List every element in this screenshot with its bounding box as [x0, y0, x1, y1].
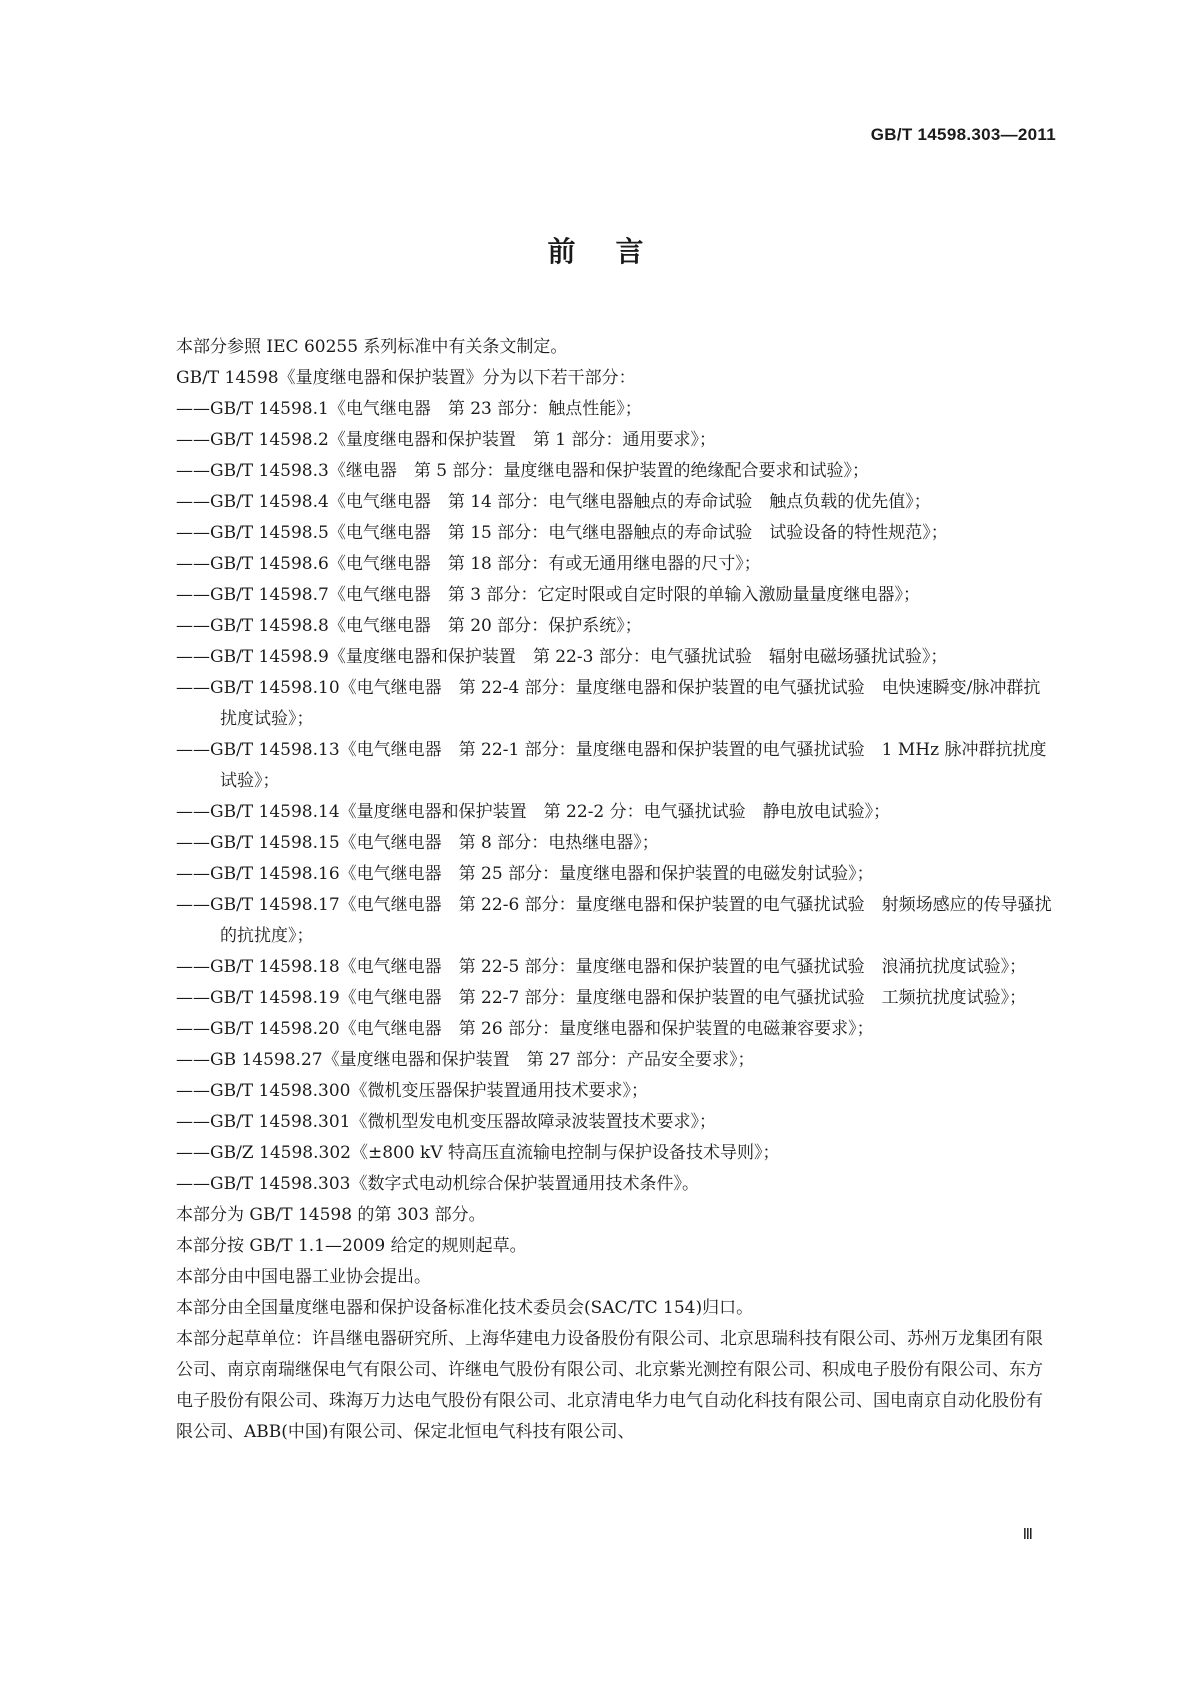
list-item: ——GB/T 14598.1《电气继电器 第 23 部分：触点性能》；	[176, 399, 642, 419]
list-item: ——GB/T 14598.301《微机型发电机变压器故障录波装置技术要求》；	[176, 1112, 716, 1132]
closing-paragraph: 本部分按 GB/T 1.1—2009 给定的规则起草。	[176, 1236, 527, 1256]
list-item: ——GB/T 14598.3《继电器 第 5 部分：量度继电器和保护装置的绝缘配合要求和试验》；	[176, 461, 869, 481]
parts-list	[176, 394, 1056, 1200]
closing-paragraph: 本部分由全国量度继电器和保护设备标准化技术委员会(SAC/TC 154)归口。	[176, 1298, 754, 1318]
list-item: ——GB/T 14598.8《电气继电器 第 20 部分：保护系统》；	[176, 616, 642, 636]
list-item: ——GB/T 14598.13《电气继电器 第 22-1 部分：量度继电器和保护装置的电气骚扰试验 1 MHz 脉冲群抗扰度试验》；	[176, 740, 1047, 791]
list-item: ——GB/T 14598.9《量度继电器和保护装置 第 22-3 部分：电气骚扰试验 辐射电磁场骚扰试验》；	[176, 647, 948, 667]
list-item: ——GB/T 14598.10《电气继电器 第 22-4 部分：量度继电器和保护装置的电气骚扰试验 电快速瞬变/脉冲群抗扰度试验》；	[176, 678, 1041, 729]
list-item: ——GB/T 14598.18《电气继电器 第 22-5 部分：量度继电器和保护装置的电气骚扰试验 浪涌抗扰度试验》；	[176, 957, 1027, 977]
list-item: ——GB/T 14598.17《电气继电器 第 22-6 部分：量度继电器和保护装置的电气骚扰试验 射频场感应的传导骚扰的抗扰度》；	[176, 895, 1052, 946]
list-item: ——GB/T 14598.4《电气继电器 第 14 部分：电气继电器触点的寿命试验 触点负载的优先值》；	[176, 492, 931, 512]
document-body	[176, 332, 1056, 1448]
closing-paragraph: 本部分为 GB/T 14598 的第 303 部分。	[176, 1205, 486, 1225]
intro-paragraph: GB/T 14598《量度继电器和保护装置》分为以下若干部分：	[176, 368, 636, 388]
list-item: ——GB/T 14598.15《电气继电器 第 8 部分：电热继电器》；	[176, 833, 659, 853]
list-item: ——GB/T 14598.303《数字式电动机综合保护装置通用技术条件》。	[176, 1174, 699, 1194]
drafting-units-paragraph: 本部分起草单位：许昌继电器研究所、上海华建电力设备股份有限公司、北京思瑞科技有限公司、苏州万龙集团有限公司、南京南瑞继保电气有限公司、许继电气股份有限公司、北京紫光测控有限公司、积成电子股份有限公司、东方电子股份有限公司、珠海万力达电气股份有限公司、北京清电华力电气自动化科技有限公司、国电南京自动化股份有限公司、ABB(中国)有限公司、保定北恒电气科技有限公司、	[176, 1329, 1043, 1442]
list-item: ——GB/T 14598.7《电气继电器 第 3 部分：它定时限或自定时限的单输入激励量量度继电器》；	[176, 585, 920, 605]
intro-paragraph: 本部分参照 IEC 60255 系列标准中有关条文制定。	[176, 337, 568, 357]
list-item: ——GB/T 14598.20《电气继电器 第 26 部分：量度继电器和保护装置的电磁兼容要求》；	[176, 1019, 874, 1039]
list-item: ——GB/T 14598.16《电气继电器 第 25 部分：量度继电器和保护装置的电磁发射试验》；	[176, 864, 874, 884]
standard-code: GB/T 14598.303—2011	[870, 125, 1056, 144]
closing-paragraph: 本部分由中国电器工业协会提出。	[176, 1267, 431, 1287]
list-item: ——GB/T 14598.2《量度继电器和保护装置 第 1 部分：通用要求》；	[176, 430, 716, 450]
list-item: ——GB/Z 14598.302《±800 kV 特高压直流输电控制与保护设备技术导则》；	[176, 1143, 780, 1163]
list-item: ——GB/T 14598.19《电气继电器 第 22-7 部分：量度继电器和保护装置的电气骚扰试验 工频抗扰度试验》；	[176, 988, 1027, 1008]
list-item: ——GB/T 14598.5《电气继电器 第 15 部分：电气继电器触点的寿命试验 试验设备的特性规范》；	[176, 523, 948, 543]
list-item: ——GB/T 14598.300《微机变压器保护装置通用技术要求》；	[176, 1081, 648, 1101]
page-number: Ⅲ	[1022, 1527, 1033, 1543]
list-item: ——GB/T 14598.14《量度继电器和保护装置 第 22-2 分：电气骚扰试验 静电放电试验》；	[176, 802, 891, 822]
list-item: ——GB/T 14598.6《电气继电器 第 18 部分：有或无通用继电器的尺寸》；	[176, 554, 761, 574]
page-title: 前言	[547, 235, 684, 268]
list-item: ——GB 14598.27《量度继电器和保护装置 第 27 部分：产品安全要求》；	[176, 1050, 755, 1070]
